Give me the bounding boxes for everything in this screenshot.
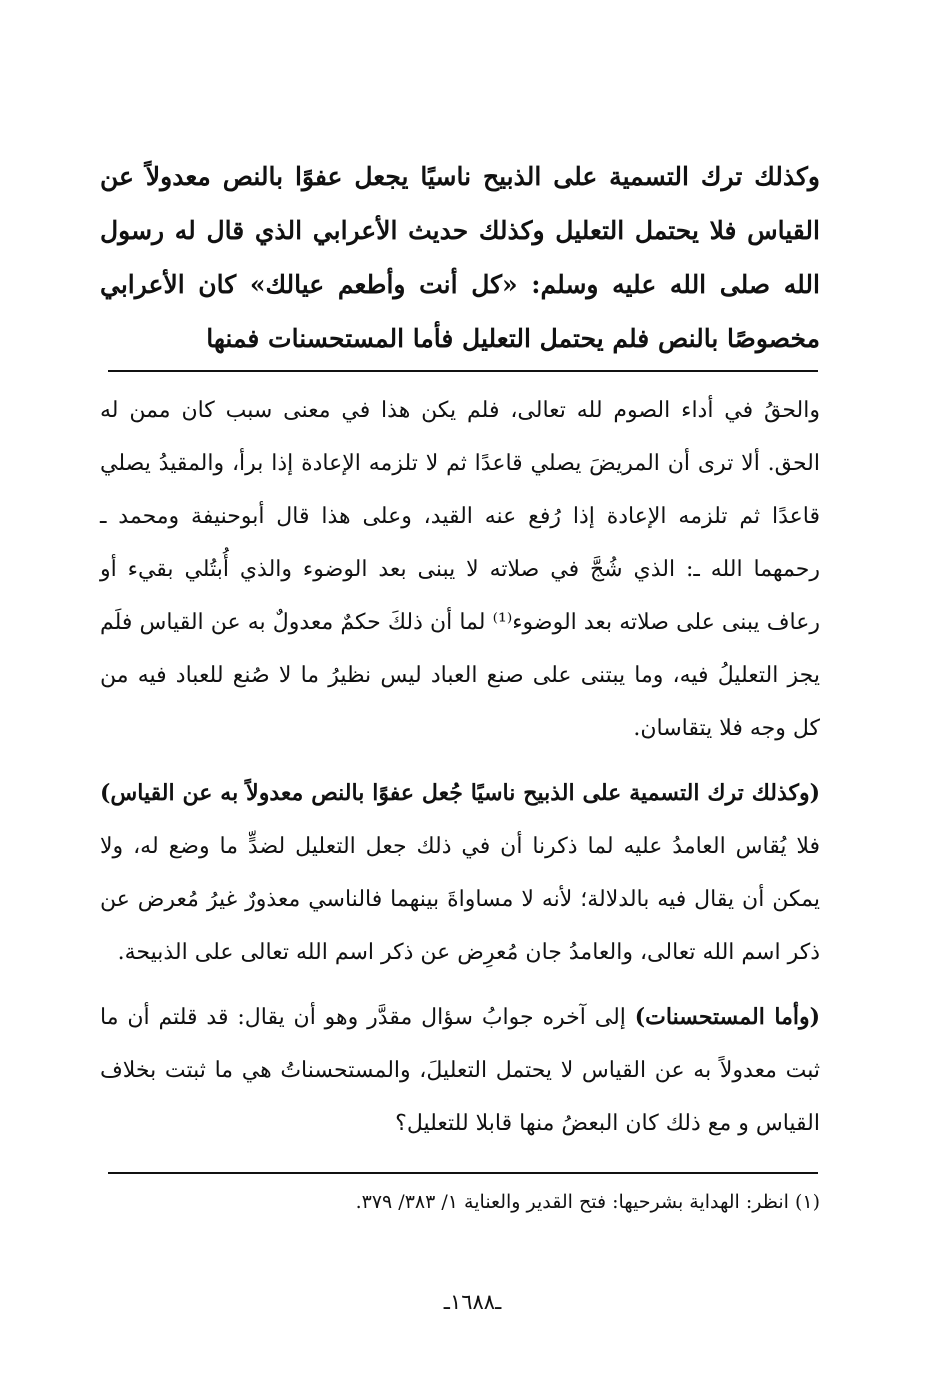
page-number: ـ١٦٨٨ـ: [443, 1290, 502, 1314]
matn-separator-line: [108, 370, 818, 372]
commentary-paragraph-3: [100, 991, 820, 1150]
commentary-paragraph-1: والحقُ في أداء الصوم لله تعالى، فلم يكن هذا في معنى سبب كان ممن له الحق. ألا ترى أن المريضَ يصلي قاعدًا ثم لا تلزمه الإعادة إذا برأ، والمقيدُ يصلي قاعدًا ثم تلزمه الإعادة إذا رُفع عنه القيد، وعلى هذا قال أبوحنيفة ومحمد ـ رحمهما الله ـ: الذي شُجَّ في صلاته لا يبنى بعد الوضوء والذي أُبتُلي بقيء أو رعاف يبنى على صلاته بعد الوضوء⁽¹⁾ لما أن ذلكَ حكمٌ معدولٌ به عن القياس فلَم يجز التعليلُ فيه، وما يبتنى على صنع العباد ليس نظيرُ ما لا صُنع للعباد فيه من كل وجه فلا يتقاسان.: [100, 398, 820, 741]
footnote-separator-line: [108, 1172, 818, 1174]
quoted-matn-2: (وأما المستحسنات): [634, 1004, 820, 1030]
quoted-matn-1: (وكذلك ترك التسمية على الذبيح ناسيًا جُعل عفوًا بالنص معدولاً به عن القياس): [100, 780, 820, 806]
commentary-paragraph-2: [100, 767, 820, 979]
commentary-section: [100, 384, 820, 1162]
footnote: (١) انظر: الهداية بشرحيها: فتح القدير والعناية ١/ ٣٨٣/ ٣٧٩.: [355, 1191, 820, 1213]
commentary-paragraph-2-text: فلا يُقاس العامدُ عليه لما ذكرنا أن في ذلك جعل التعليل لضدٍّ ما وضع له، ولا يمكن أن يقال فيه بالدلالة؛ لأنه لا مساواةَ بينهما فالناسي معذورٌ غيرُ مُعرض عن ذكر اسم الله تعالى، والعامدُ جان مُعرِض عن ذكر اسم الله تعالى على الذبيحة.: [100, 834, 820, 965]
matn-text: وكذلك ترك التسمية على الذبيح ناسيًا يجعل عفوًا بالنص معدولاً عن القياس فلا يحتمل التعليل وكذلك حديث الأعرابي الذي قال له رسول الله صلى الله عليه وسلم: «كل أنت وأطعم عيالك» كان الأعرابي مخصوصًا بالنص فلم يحتمل التعليل فأما المستحسنات فمنها: [100, 162, 820, 353]
commentary-paragraph-3-text: إلى آخره جوابُ سؤال مقدَّر وهو أن يقال: قد قلتم أن ما ثبت معدولاً به عن القياس لا يحتمل التعليلَ، والمستحسناتُ هي ما ثبتت بخلاف القياس و مع ذلك كان البعضُ منها قابلا للتعليل؟: [100, 1005, 820, 1136]
